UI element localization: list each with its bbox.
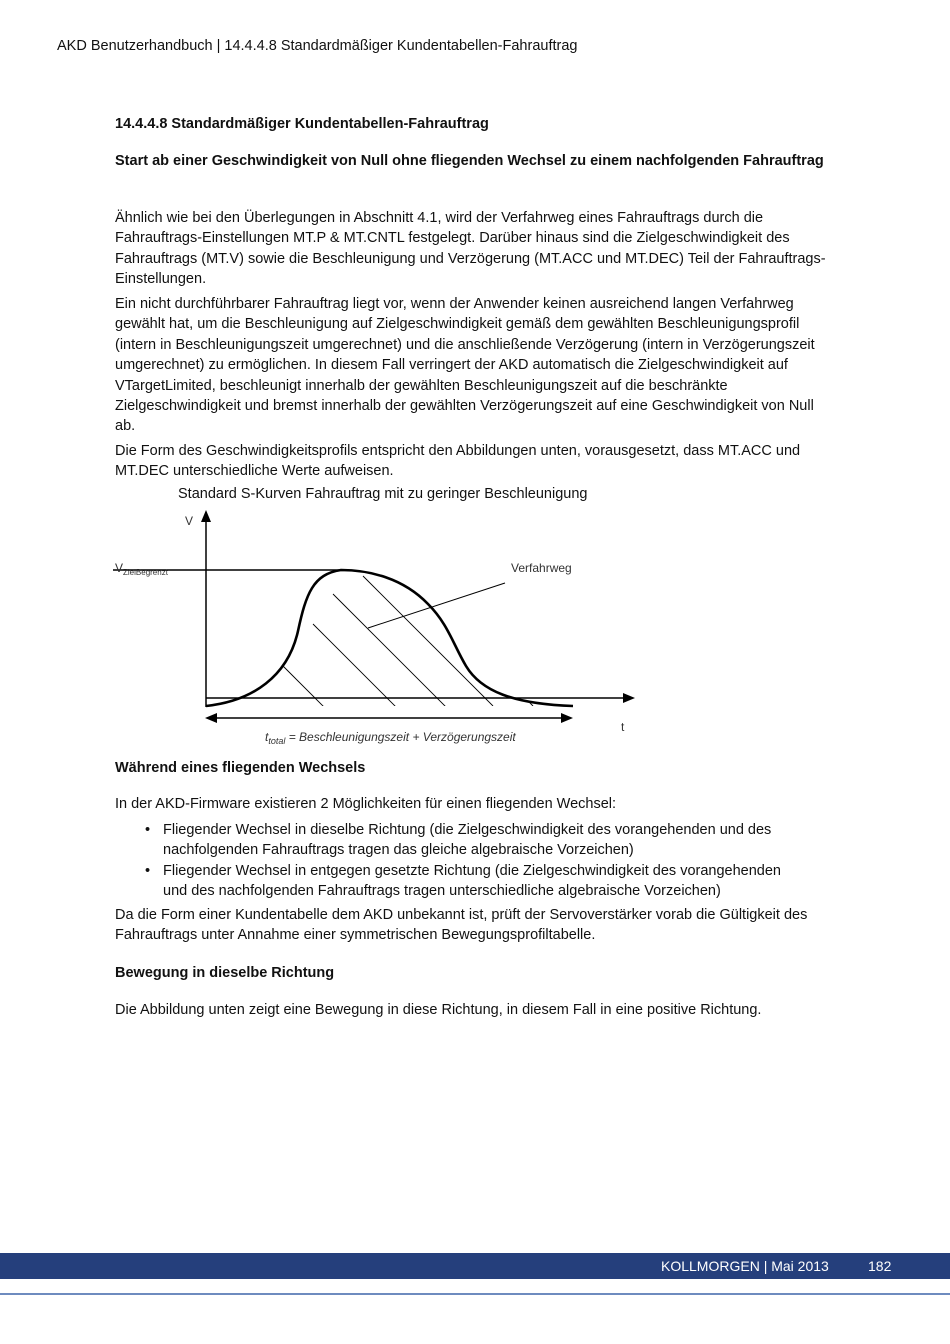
subtitle-flying-change: Während eines fliegenden Wechsels — [115, 760, 366, 776]
v-limit-label: VZielBegrenzt — [115, 561, 168, 577]
list-item: • Fliegender Wechsel in entgegen gesetzte Richtung (die Zielgeschwindigkeit des vorangehenden und des nachfolgenden Fahrauftrags tragen unterschiedliche algebraische Vorzeichen) — [145, 861, 805, 902]
running-header: AKD Benutzerhandbuch | 14.4.4.8 Standardmäßiger Kundentabellen-Fahrauftrag — [57, 38, 578, 54]
page-number: 182 — [868, 1258, 892, 1274]
footer-divider — [0, 1293, 950, 1295]
velocity-curve — [206, 570, 573, 706]
t-total-left-arrowhead — [205, 713, 217, 723]
footer-bar — [0, 1253, 950, 1279]
s-curve-diagram — [113, 506, 643, 750]
paragraph-infeasible-move: Ein nicht durchführbarer Fahrauftrag liegt vor, wenn der Anwender keinen ausreichend langen Verfahrweg gewählt hat, um die Beschleunigung auf Zielgeschwindigkeit gemäß dem gewählten Beschleunigungsprofil (intern in Beschleunigungszeit umgerechnet) und die anschließende Verzögerung (intern in Verzögerungszeit umgerechnet) zu ermöglichen. In diesem Fall verringert der AKD automatisch die Zielgeschwindigkeit auf VTargetLimited, beschleunigt innerhalb der gewählten Beschleunigungszeit auf die beschränkte Zielgeschwindigkeit und bremst innerhalb der gewählten Verzögerungszeit auf eine Geschwindigkeit von Null ab. — [115, 296, 815, 435]
travel-leader-line — [368, 583, 505, 628]
travel-label: Verfahrweg — [511, 561, 572, 575]
x-axis-label: t — [621, 720, 625, 734]
footer-brand: KOLLMORGEN | Mai 2013 — [661, 1258, 829, 1274]
flying-change-list — [145, 820, 805, 902]
t-total-right-arrowhead — [561, 713, 573, 723]
y-axis-arrowhead — [201, 510, 211, 522]
paragraph-travel-settings: Ähnlich wie bei den Überlegungen in Abschnitt 4.1, wird der Verfahrweg eines Fahrauftrags durch die Fahrauftrags-Einstellungen MT.P & MT.CNTL festgelegt. Darüber hinaus sind die Zielgeschwindigkeit des Fahrauftrags (MT.V) sowie die Beschleunigung und Verzögerung (MT.ACC und MT.DEC) Teil der Fahrauftrags-Einstellungen. — [115, 210, 826, 288]
paragraph-profile-shape: Die Form des Geschwindigkeitsprofils entspricht den Abbildungen unten, vorausgesetzt, dass MT.ACC und MT.DEC unterschiedliche Werte aufweisen. — [115, 443, 801, 480]
figure-title: Standard S-Kurven Fahrauftrag mit zu geringer Beschleunigung — [178, 486, 588, 502]
t-total-label: $t_{total}$ = Beschleunigungszeit + Verzögerungszeit — [265, 730, 516, 746]
subtitle-start-zero: Start ab einer Geschwindigkeit von Null ohne fliegenden Wechsel zu einem nachfolgenden Fahrauftrag — [115, 153, 824, 169]
travel-area-hatch — [283, 576, 533, 716]
paragraph-symmetric-check: Da die Form einer Kundentabelle dem AKD unbekannt ist, prüft der Servoverstärker vorab die Gültigkeit des Fahrauftrags unter Annahme einer symmetrischen Bewegungsprofiltabelle. — [115, 907, 808, 944]
y-axis-label: V — [185, 514, 194, 528]
x-axis-arrowhead — [623, 693, 635, 703]
list-item: • Fliegender Wechsel in dieselbe Richtung (die Zielgeschwindigkeit des vorangehenden und des nachfolgenden Fahrauftrags tragen das gleiche algebraische Vorzeichen) — [145, 820, 805, 861]
section-title: 14.4.4.8 Standardmäßiger Kundentabellen-Fahrauftrag — [115, 116, 489, 132]
paragraph-flying-options: In der AKD-Firmware existieren 2 Möglichkeiten für einen fliegenden Wechsel: — [115, 796, 617, 812]
paragraph-positive-direction: Die Abbildung unten zeigt eine Bewegung in diese Richtung, in diesem Fall in eine positive Richtung. — [115, 1002, 762, 1018]
subtitle-same-direction: Bewegung in dieselbe Richtung — [115, 965, 335, 981]
